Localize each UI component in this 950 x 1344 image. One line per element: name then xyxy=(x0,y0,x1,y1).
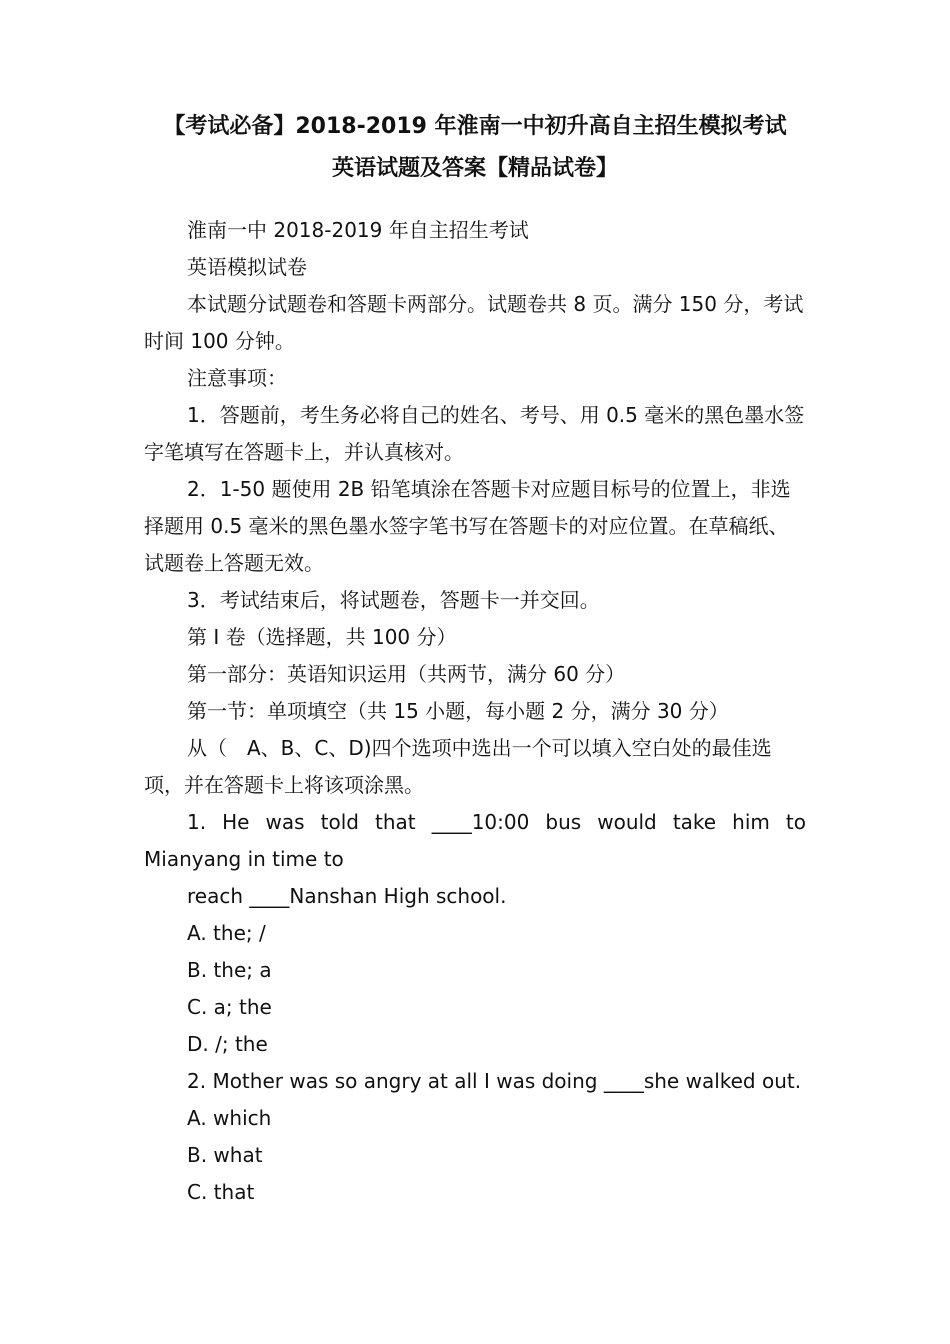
question-1-option-a: A. the; / xyxy=(187,921,266,945)
question-2-option-a: A. which xyxy=(187,1106,272,1130)
question-1-option-b: B. the; a xyxy=(187,958,272,982)
question-1-stem-line-1: 1. He was told that ____10:00 bus would take him to xyxy=(187,810,806,834)
question-1-option-c: C. a; the xyxy=(187,995,272,1019)
question-1-stem-line-2: Mianyang in time to xyxy=(144,847,344,871)
question-2-option-b: B. what xyxy=(187,1143,263,1167)
notice-item-3: 3．考试结束后，将试题卷，答题卡一并交回。 xyxy=(187,588,600,612)
notice-heading: 注意事项： xyxy=(187,366,287,390)
document-title-line-2: 英语试题及答案【精品试卷】 xyxy=(331,156,618,181)
question-1-stem-line-3: reach ____Nanshan High school. xyxy=(187,884,507,908)
question-1-option-d: D. /; the xyxy=(187,1032,268,1056)
question-2-option-c: C. that xyxy=(187,1180,255,1204)
notice-item-1: 1．答题前，考生务必将自己的姓名、考号、用 0.5 毫米的黑色墨水签字笔填写在答题卡上，并认真核对。 xyxy=(144,403,805,464)
part-heading: 第一部分：英语知识运用（共两节，满分 60 分） xyxy=(187,662,626,686)
volume-heading: 第 I 卷（选择题，共 100 分） xyxy=(187,625,457,649)
section-instruction: 从（ A、B、C、D)四个选项中选出一个可以填入空白处的最佳选项，并在答题卡上将该项涂黑。 xyxy=(144,736,772,797)
notice-item-2: 2．1-50 题使用 2B 铅笔填涂在答题卡对应题目标号的位置上，非选择题用 0.5 毫米的黑色墨水签字笔书写在答题卡的对应位置。在草稿纸、试题卷上答题无效。 xyxy=(144,477,791,575)
question-2-stem: 2. Mother was so angry at all I was doing ____she walked out. xyxy=(187,1069,802,1093)
intro-paragraph: 本试题分试题卷和答题卡两部分。试题卷共 8 页。满分 150 分，考试时间 100 分钟。 xyxy=(144,292,804,353)
document-title-line-1: 【考试必备】2018-2019 年淮南一中初升高自主招生模拟考试 xyxy=(163,114,787,139)
section-heading: 第一节：单项填空（共 15 小题，每小题 2 分，满分 30 分） xyxy=(187,699,729,723)
paper-name: 英语模拟试卷 xyxy=(187,255,307,279)
document-body xyxy=(144,212,806,1211)
exam-name: 淮南一中 2018-2019 年自主招生考试 xyxy=(187,218,529,242)
